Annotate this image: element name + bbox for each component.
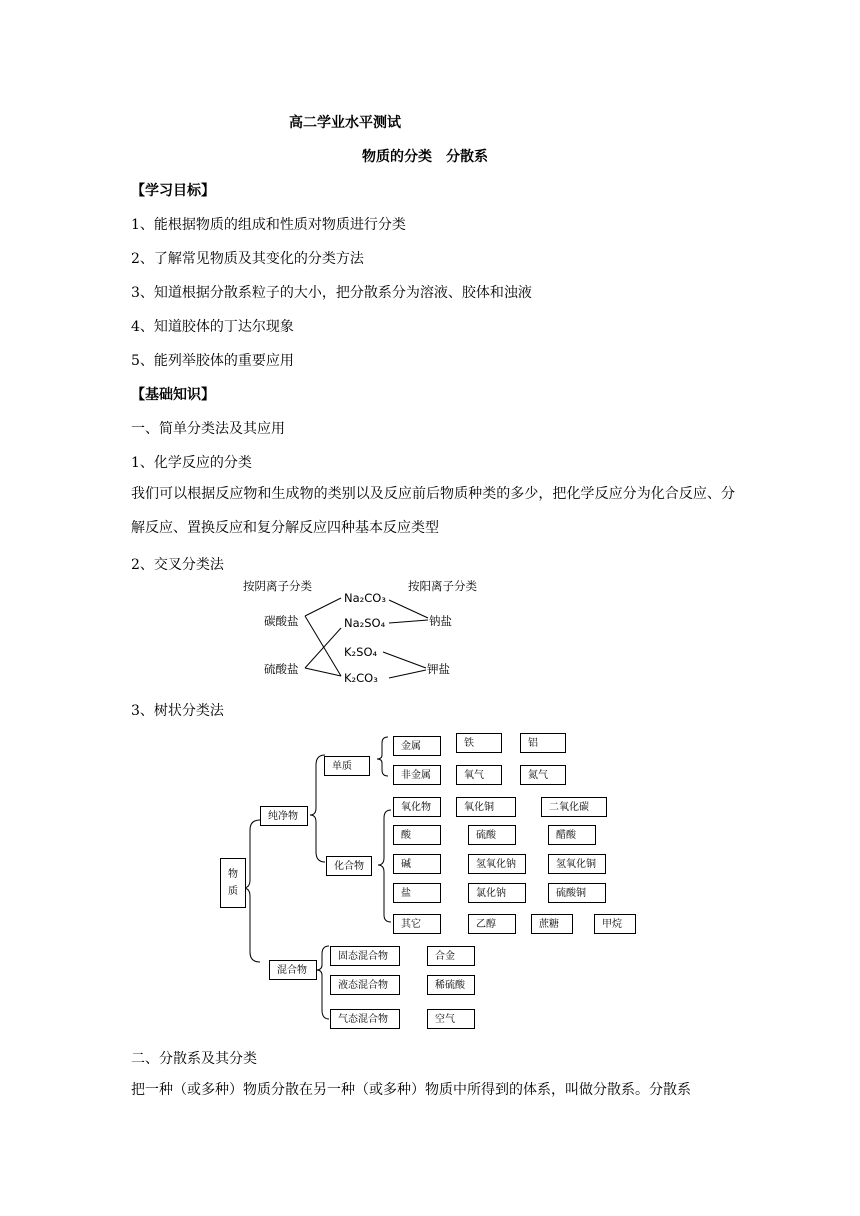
tree-root-char: 物 [228,869,238,880]
paragraph: 我们可以根据反应物和生成物的类别以及反应前后物质种类的多少，把化学反应分为化合反应、分解反应、置换反应和复分解反应四种基本反应类型 [131,486,735,536]
salt-node: K₂CO₃ [344,671,378,685]
section-heading: 二、分散系及其分类 [131,1051,257,1067]
acid-box: 酸 [393,825,441,845]
example-box: 氯化钠 [468,883,526,903]
gas-mixture-box: 气态混合物 [330,1009,400,1029]
basics-heading: 【基础知识】 [131,387,215,403]
example-box: 醋酸 [548,825,596,845]
example-box: 氢氧化钠 [468,854,526,874]
example-box: 稀硫酸 [427,975,475,995]
example-box: 氧气 [456,765,502,785]
subsection-heading: 2、交叉分类法 [131,557,224,573]
example-box: 铁 [456,733,502,753]
salt-node: K₂SO₄ [344,645,378,659]
goal-item: 4、知道胶体的丁达尔现象 [131,319,294,335]
cation-node: 钠盐 [429,614,452,628]
other-box: 其它 [393,914,441,934]
page-title: 高二学业水平测试 [289,115,401,131]
example-box: 合金 [427,946,475,966]
paragraph: 把一种（或多种）物质分散在另一种（或多种）物质中所得到的体系，叫做分散系。分散系 [131,1082,691,1098]
example-box: 空气 [427,1009,475,1029]
compound-box: 化合物 [326,856,372,876]
subsection-heading: 1、化学反应的分类 [131,455,252,471]
salt-node: Na₂SO₄ [344,616,386,630]
cation-node: 钾盐 [427,662,450,676]
tree-root-box [220,858,246,908]
cross-left-header: 按阴离子分类 [243,579,312,593]
tree-root-char: 质 [228,886,238,897]
element-box: 单质 [324,756,370,776]
pure-substance-box: 纯净物 [260,806,308,826]
goal-item: 1、能根据物质的组成和性质对物质进行分类 [131,217,406,233]
page-subtitle: 物质的分类 分散系 [362,149,488,165]
example-box: 二氧化碳 [541,797,607,817]
example-box: 甲烷 [594,914,636,934]
example-box: 铝 [520,733,566,753]
salt-box: 盐 [393,883,441,903]
example-box: 蔗糖 [531,914,573,934]
cross-right-header: 按阳离子分类 [408,579,477,593]
goals-heading: 【学习目标】 [131,183,215,199]
goal-item: 2、了解常见物质及其变化的分类方法 [131,251,364,267]
solid-mixture-box: 固态混合物 [330,946,400,966]
example-box: 氢氧化铜 [548,854,606,874]
subsection-heading: 3、树状分类法 [131,703,224,719]
example-box: 氧化铜 [456,797,516,817]
metal-box: 金属 [393,736,441,756]
nonmetal-box: 非金属 [393,765,441,785]
liquid-mixture-box: 液态混合物 [330,975,400,995]
example-box: 乙醇 [468,914,516,934]
anion-node: 硫酸盐 [264,662,299,676]
section-heading: 一、简单分类法及其应用 [131,421,285,437]
example-box: 硫酸 [468,825,516,845]
goal-item: 3、知道根据分散系粒子的大小，把分散系分为溶液、胶体和浊液 [131,285,532,301]
example-box: 氮气 [520,765,566,785]
base-box: 碱 [393,854,441,874]
oxide-box: 氧化物 [393,797,441,817]
salt-node: Na₂CO₃ [344,591,386,605]
anion-node: 碳酸盐 [264,614,299,628]
example-box: 硫酸铜 [548,883,606,903]
goal-item: 5、能列举胶体的重要应用 [131,353,294,369]
mixture-box: 混合物 [269,960,317,980]
